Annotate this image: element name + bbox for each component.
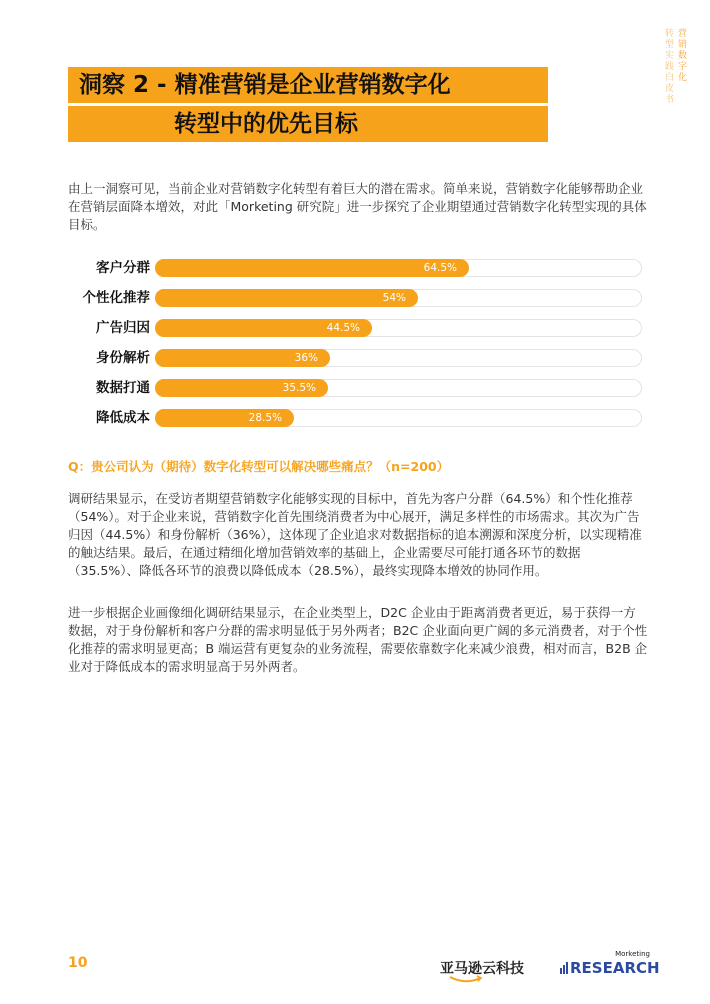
research-logo-main — [560, 959, 660, 977]
amazon-smile-icon — [448, 975, 484, 985]
page-title-line2: 转型中的优先目标 — [174, 111, 358, 137]
bar-row — [68, 318, 648, 338]
bar-value-label: 35.5% — [282, 382, 316, 394]
bar-category-label: 降低成本 — [96, 410, 150, 426]
research-logo-top: Morketing — [615, 950, 650, 958]
bar-row — [68, 378, 648, 398]
bar — [155, 289, 418, 307]
bar-row — [68, 348, 648, 368]
research-logo — [560, 950, 660, 980]
side-tag — [662, 28, 686, 105]
bars-icon — [560, 962, 568, 974]
research-logo-word: RESEARCH — [570, 959, 660, 977]
goals-bar-chart — [68, 258, 648, 428]
bar-category-label: 身份解析 — [96, 350, 150, 366]
side-tag-line2: 转型实践白皮书 — [663, 28, 673, 105]
intro-paragraph: 由上一洞察可见，当前企业对营销数字化转型有着巨大的潜在需求。简单来说，营销数字化能够帮助企业在营销层面降本增效，对此「Morketing 研究院」进一步探究了企业期望通过营销数字化转型实现的具体目标。 — [68, 181, 647, 232]
body-paragraph-2: 进一步根据企业画像细化调研结果显示，在企业类型上，D2C 企业由于距离消费者更近，易于获得一方数据，对于身份解析和客户分群的需求明显低于另外两者；B2C 企业面向更广阔的多元消费者，对于个性化推荐的需求明显更高；B 端运营有更复杂的业务流程，需要依靠数字化来减少浪费，相对而言，B2B 企业对于降低成本的需求明显高于另外两者。 — [68, 605, 648, 674]
bar-category-label: 广告归因 — [96, 320, 150, 336]
bar-value-label: 36% — [294, 352, 318, 364]
survey-question: Q：贵公司认为（期待）数字化转型可以解决哪些痛点？（n=200） — [68, 459, 450, 474]
title-bar-1 — [68, 67, 548, 103]
bar-value-label: 54% — [382, 292, 406, 304]
bar-category-label: 数据打通 — [96, 380, 150, 396]
amazon-logo-text: 亚马逊云科技 — [440, 961, 524, 977]
title-bar-2 — [68, 106, 548, 142]
bar-value-label: 28.5% — [248, 412, 282, 424]
bar-category-label: 个性化推荐 — [82, 290, 150, 306]
bar — [155, 259, 469, 277]
bar-value-label: 64.5% — [423, 262, 457, 274]
bar-value-label: 44.5% — [326, 322, 360, 334]
page-title-line1: 洞察 2 - 精准营销是企业营销数字化 — [79, 72, 451, 98]
bar-row — [68, 258, 648, 278]
bar-row — [68, 288, 648, 308]
side-tag-line1: 营销数字化 — [676, 28, 686, 83]
page-number: 10 — [68, 955, 88, 971]
bar-row — [68, 408, 648, 428]
bar-category-label: 客户分群 — [96, 260, 150, 276]
body-paragraph-1: 调研结果显示，在受访者期望营销数字化能够实现的目标中，首先为客户分群（64.5%）和个性化推荐（54%）。对于企业来说，营销数字化首先围绕消费者为中心展开，满足多样性的市场需求。其次为广告归因（44.5%）和身份解析（36%），这体现了企业追求对数据指标的追本溯源和深度分析，以实现精准的触达结果。最后，在通过精细化增加营销效率的基础上，企业需要尽可能打通各环节的数据（35.5%）、降低各环节的浪费以降低成本（28.5%），最终实现降本增效的协同作用。 — [68, 491, 642, 578]
